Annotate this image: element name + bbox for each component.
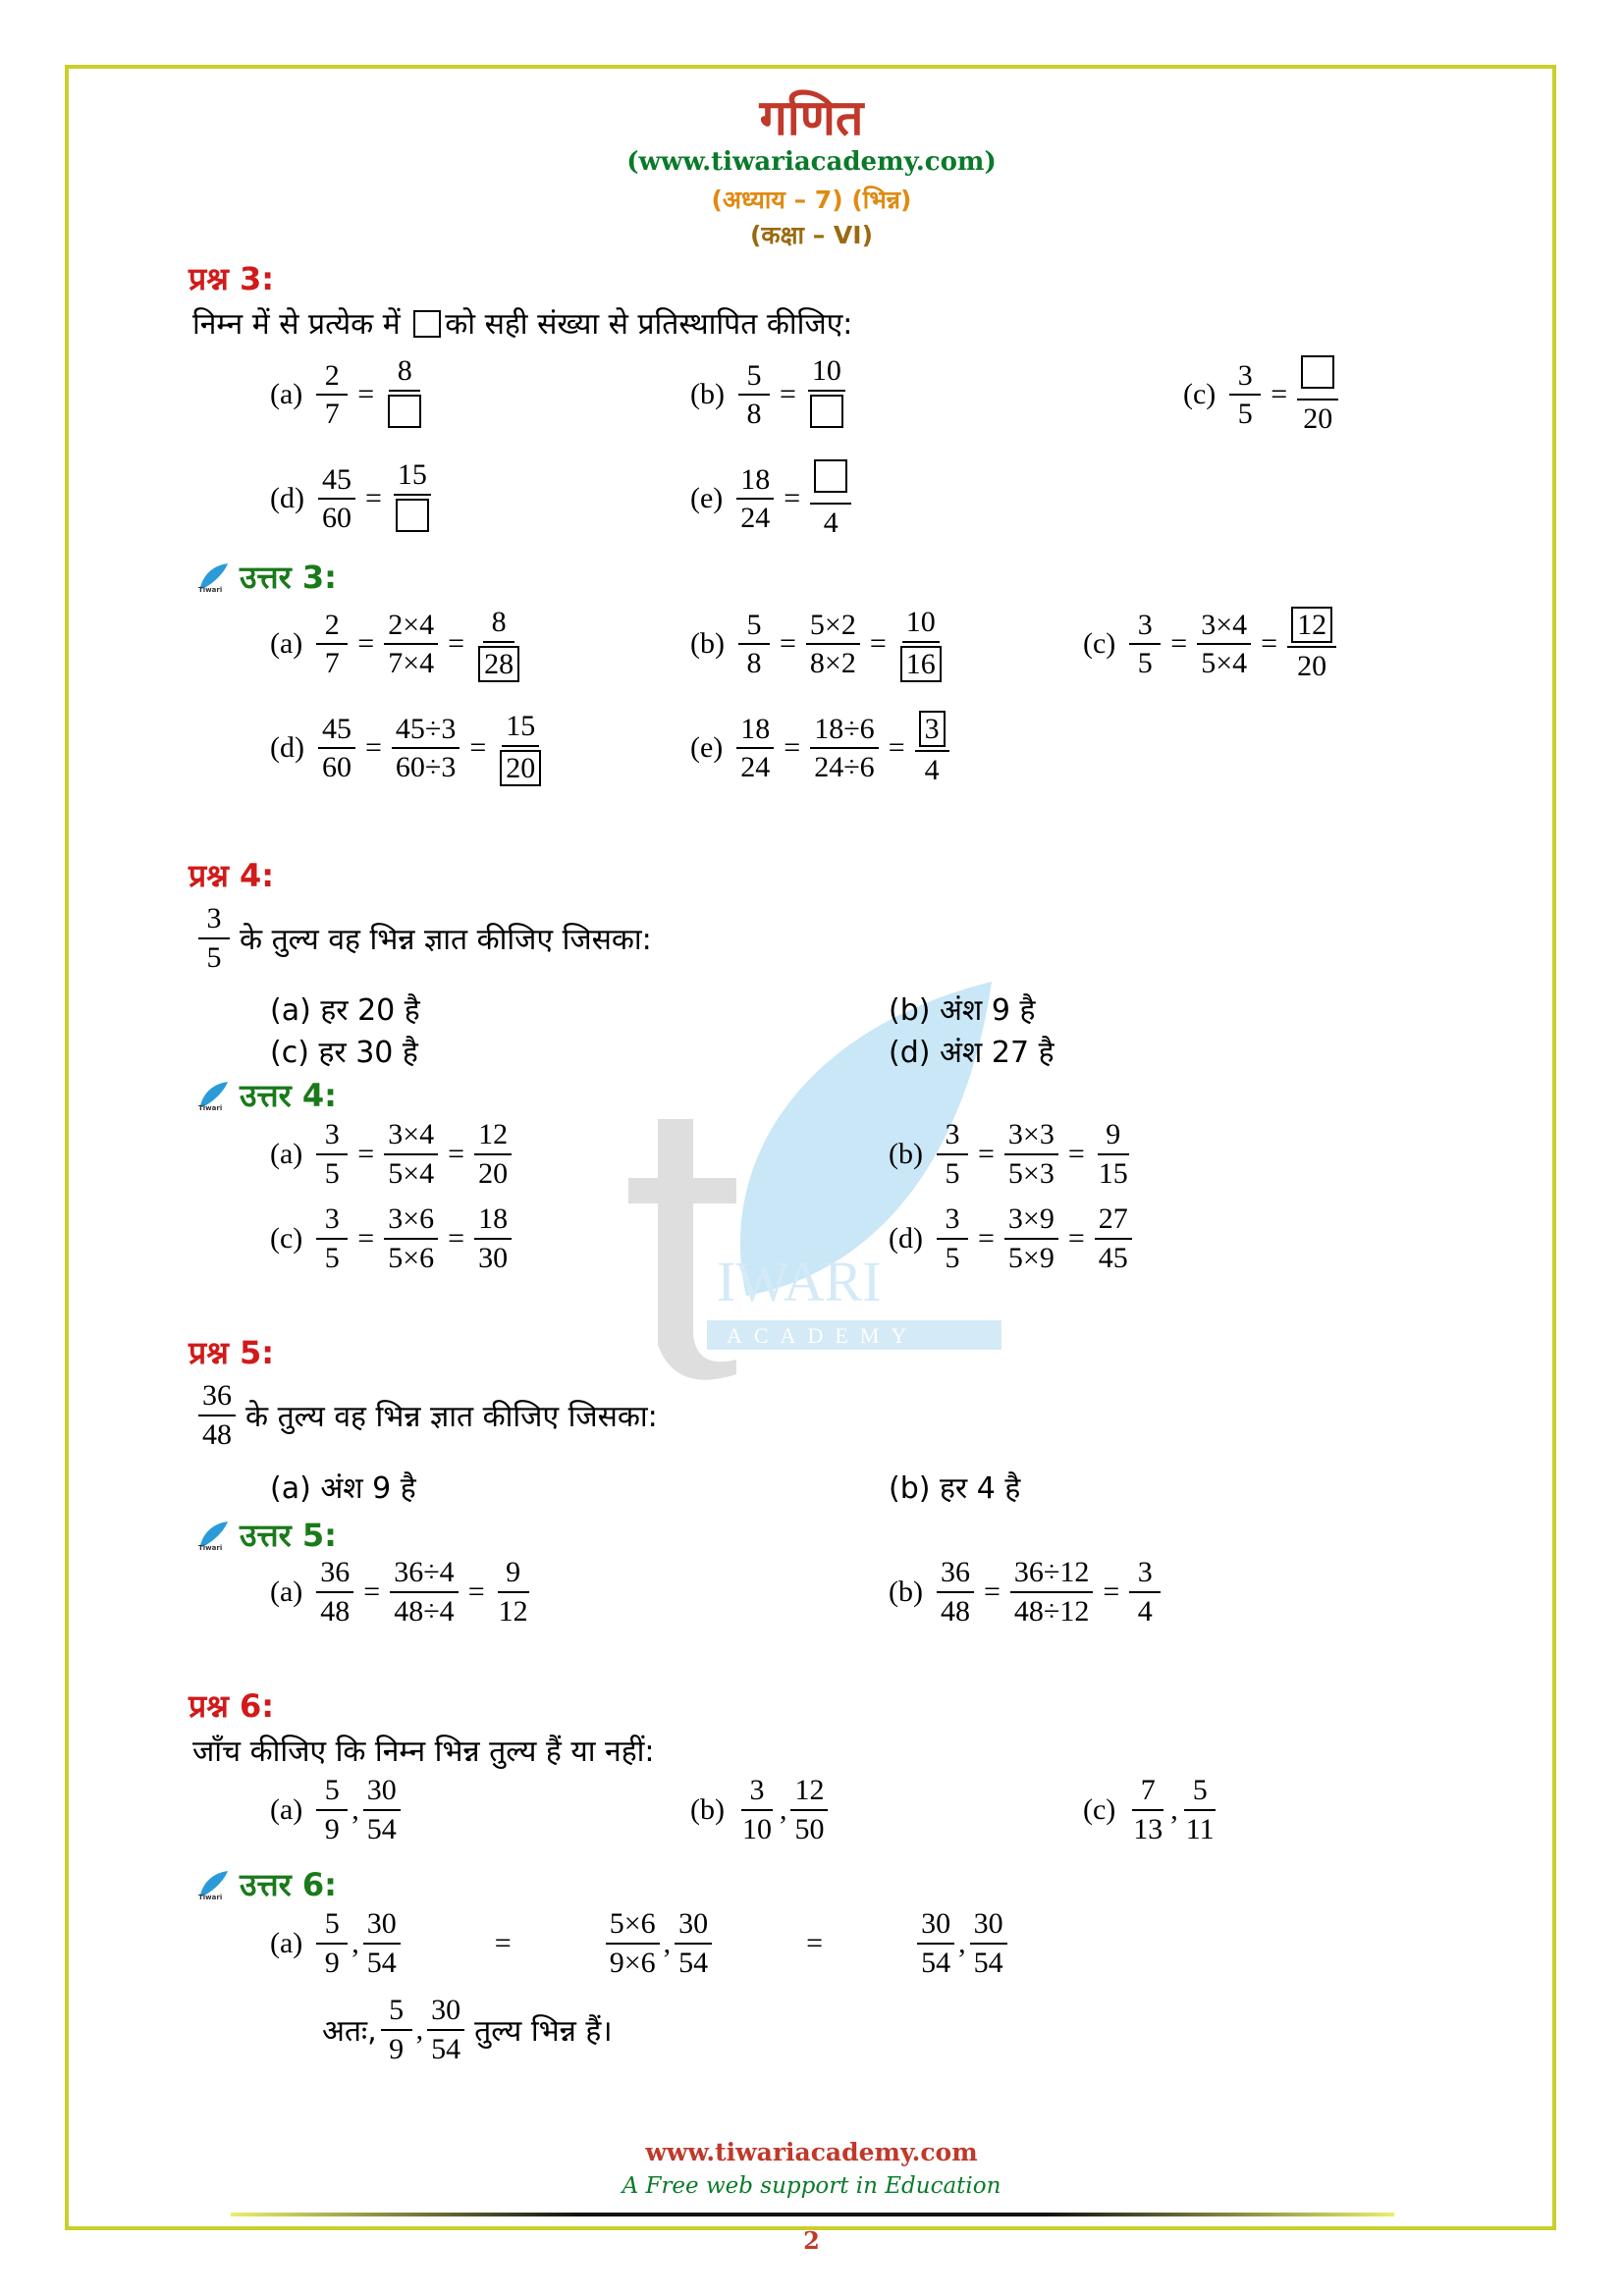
q4-option-a: (a) हर 20 है: [270, 993, 420, 1028]
a3-item-d: (d) $\frac{45}{60}$ = $\frac{45\div 3}{60\div 3}$ = $\frac{15}{20}$: [270, 711, 549, 786]
answer-box: 16: [900, 646, 942, 682]
watermark-sub: ACADEMY: [727, 1323, 919, 1348]
q4-option-c: (c) हर 30 है: [270, 1036, 418, 1070]
question-3-title: प्रश्न 3:: [189, 260, 275, 297]
svg-text:Tiwari: Tiwari: [198, 1893, 223, 1900]
question-5-title: प्रश्न 5:: [189, 1334, 275, 1371]
a5-item-b: (b) $\frac{36}{48}$ = $\frac{36\div 12}{48\div 12}$ = $\frac{3}{4}$: [889, 1557, 1164, 1627]
svg-text:Tiwari: Tiwari: [198, 1543, 223, 1551]
a3-item-a: (a) $\frac{2}{7}$ = $\frac{2\times 4}{7\times 4}$ = $\frac{8}{28}$: [270, 607, 527, 682]
q3-item-a: (a) $\frac{2}{7}$ = 8: [270, 355, 429, 434]
q3-text-part1: निम्न में से प्रत्येक में: [192, 307, 401, 342]
header-chapter: (अध्याय – 7) (भिन्न): [711, 186, 912, 214]
question-6-text: जाँच कीजिए कि निम्न भिन्न तुल्य हैं या नहीं:: [192, 1735, 655, 1769]
svg-text:Tiwari: Tiwari: [198, 585, 223, 593]
svg-text:Tiwari: Tiwari: [198, 1103, 223, 1111]
answer-5-title: Tiwari उत्तर 5:: [198, 1517, 337, 1554]
a4-item-b: (b) $\frac{3}{5}$ = $\frac{3\times 3}{5\times 3}$ = $\frac{9}{15}$: [889, 1118, 1128, 1190]
footer-tagline: A Free web support in Education: [622, 2173, 1001, 2199]
q4-option-b: (b) अंश 9 है: [889, 993, 1036, 1028]
answer-box: 20: [500, 750, 541, 786]
footer-website: www.tiwariacademy.com: [645, 2138, 978, 2166]
question-4-title: प्रश्न 4:: [189, 857, 275, 894]
a5-item-a: (a) $\frac{36}{48}$ = $\frac{36\div 4}{48\div 4}$ = $\frac{9}{12}$: [270, 1556, 528, 1628]
a4-item-d: (d) $\frac{3}{5}$ = $\frac{3\times 9}{5\times 9}$ = $\frac{27}{45}$: [889, 1203, 1136, 1273]
answer-3-title: Tiwari उत्तर 3:: [198, 559, 337, 596]
question-4-text: 3 5 के तुल्य वह भिन्न ज्ञात कीजिए जिसका:: [194, 903, 652, 973]
a4-item-c: (c) $\frac{3}{5}$ = $\frac{3\times 6}{5\times 6}$ = $\frac{18}{30}$: [270, 1203, 515, 1273]
answer-4-title: Tiwari उत्तर 4:: [198, 1077, 337, 1114]
q4-option-d: (d) अंश 27 है: [889, 1036, 1055, 1070]
a3-item-c: (c) $\frac{3}{5}$ = $\frac{3\times 4}{5\times 4}$ = $\frac{12}{20}$: [1083, 607, 1340, 682]
q3-item-c: (c) $\frac{3}{5}$ = 20: [1183, 355, 1342, 434]
q6-item-c: (c) 7 13 , 5 11: [1083, 1774, 1215, 1845]
footer-divider: [231, 2213, 1394, 2216]
page-number: 2: [803, 2226, 820, 2255]
answer-box: 28: [478, 646, 519, 682]
a6-conclusion: अतः, 5 9 , 30 54 तुल्य भिन्न हैं।: [322, 1994, 613, 2065]
q3-item-b: (b) $\frac{5}{8}$ = 10: [690, 355, 851, 434]
q3-text-part2: को सही संख्या से प्रतिस्थापित कीजिए:: [445, 307, 853, 342]
question-6-title: प्रश्न 6:: [189, 1687, 275, 1725]
q5-option-a: (a) अंश 9 है: [270, 1471, 416, 1506]
answer-6-title: Tiwari उत्तर 6:: [198, 1866, 337, 1903]
watermark-brand: IWARI: [717, 1250, 882, 1313]
a6-item-a: (a) 5 9 , $\frac{30}{54}$ = $\frac{5\times 6}{9\times 6}$ , $\frac{30}{54}$ = $\frac{30}{54}$ , 30 54: [270, 1908, 1011, 1978]
question-5-text: 36 48 के तुल्य वह भिन्न ज्ञात कीजिए जिसका:: [194, 1380, 658, 1450]
q5-option-b: (b) हर 4 है: [889, 1471, 1021, 1506]
answer-box: 12: [1291, 607, 1332, 643]
question-3-text: [192, 302, 852, 343]
a3-item-b: (b) $\frac{5}{8}$ = $\frac{5\times 2}{8\times 2}$ = $\frac{10}{16}$: [690, 607, 949, 682]
answer-box: 3: [919, 711, 946, 747]
q6-item-b: (b) 3 10 , 12 50: [690, 1775, 832, 1844]
blank-box-icon: [413, 310, 441, 338]
q6-item-a: (a) 5 9 , 30 54: [270, 1775, 405, 1844]
page-title: गणित: [759, 89, 864, 146]
pen-icon: [196, 1869, 232, 1900]
q3-item-d: (d) $\frac{45}{60}$ = 15: [270, 459, 437, 538]
pen-icon: [196, 1080, 232, 1111]
a3-item-e: (e) $\frac{18}{24}$ = $\frac{18\div 6}{24\div 6}$ = $\frac{3}{4}$: [690, 711, 953, 786]
header-class: (कक्षा – VI): [749, 221, 873, 249]
pen-icon: [196, 561, 232, 593]
header-website: (www.tiwariacademy.com): [626, 147, 997, 177]
a4-item-a: (a) $\frac{3}{5}$ = $\frac{3\times 4}{5\times 4}$ = $\frac{12}{20}$: [270, 1119, 515, 1189]
q3-item-e: (e) $\frac{18}{24}$ = 4: [690, 459, 855, 538]
pen-icon: [196, 1520, 232, 1551]
